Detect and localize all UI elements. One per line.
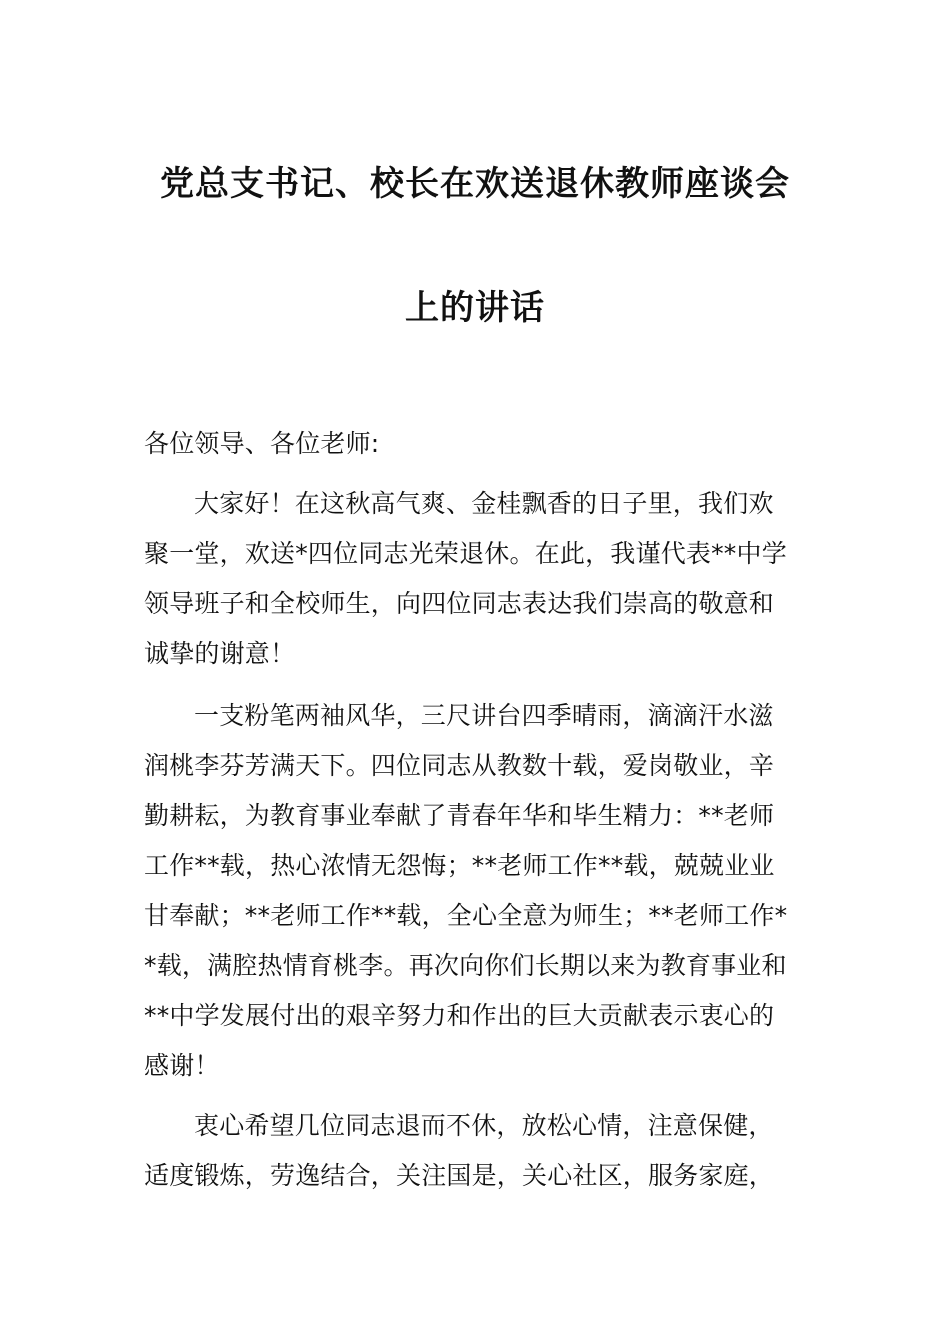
paragraph-2-line-4: 工作**载，热心浓情无怨悔；**老师工作**载，兢兢业业 [144,851,775,880]
paragraph-3-line-1: 衷心希望几位同志退而不休，放松心情，注意保健， [194,1111,774,1140]
paragraph-1-line-4: 诚挚的谢意！ [144,639,296,668]
paragraph-2-line-3: 勤耕耘，为教育事业奉献了青春年华和毕生精力：**老师 [144,801,775,830]
paragraph-2-line-8: 感谢！ [144,1051,220,1080]
paragraph-3-line-2: 适度锻炼，劳逸结合，关注国是，关心社区，服务家庭， [144,1161,775,1190]
paragraph-2-line-6: *载，满腔热情育桃李。再次向你们长期以来为教育事业和 [144,951,787,980]
paragraph-1-line-2: 聚一堂，欢送*四位同志光荣退休。在此，我谨代表**中学 [144,539,787,568]
paragraph-2-line-5: 甘奉献；**老师工作**载，全心全意为师生；**老师工作* [144,901,788,930]
paragraph-2-line-7: **中学发展付出的艰辛努力和作出的巨大贡献表示衷心的 [144,1001,775,1030]
paragraph-1-line-1: 大家好！在这秋高气爽、金桂飘香的日子里，我们欢 [194,489,774,518]
document-title-line-1: 党总支书记、校长在欢送退休教师座谈会 [160,164,790,204]
paragraph-1-line-3: 领导班子和全校师生，向四位同志表达我们崇高的敬意和 [144,589,775,618]
document-title-line-2: 上的讲话 [405,288,545,328]
paragraph-2-line-2: 润桃李芬芳满天下。四位同志从教数十载，爱岗敬业，辛 [144,751,775,780]
salutation: 各位领导、各位老师: [144,429,380,458]
paragraph-2-line-1: 一支粉笔两袖风华，三尺讲台四季晴雨，滴滴汗水滋 [194,701,774,730]
